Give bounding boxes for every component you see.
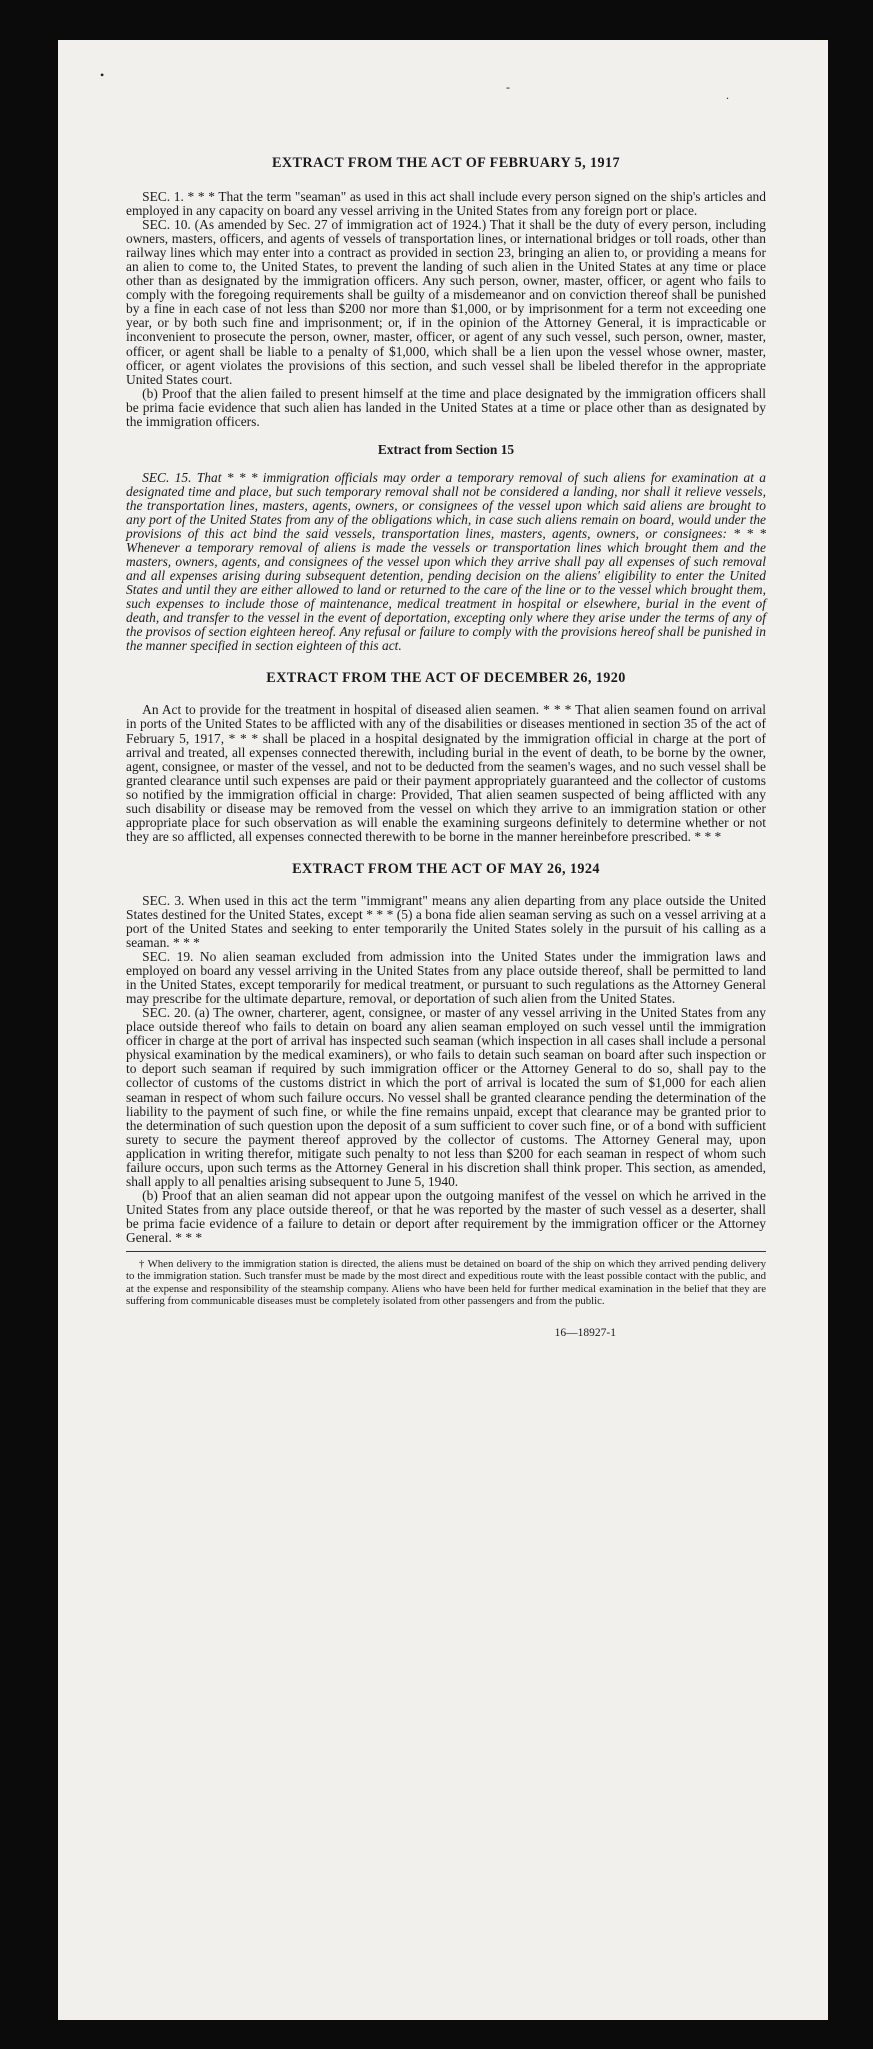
footnote: † When delivery to the immigration station is directed, the aliens must be detained on board of the ship on which they arrived pending delivery to the immigration station. Such transfer must be made by the most direct and expeditious route with the least possible contact with the public, and at the expense and responsibility of the steamship company. Aliens who have been held for further medical examination in the belief that they are suffering from communicable diseases must be completely isolated from other passengers and from the public. [126,1258,766,1307]
sec-3-paragraph: SEC. 3. When used in this act the term "immigrant" means any alien departing from any place outside the United States destined for the United States, except * * * (5) a bona fide alien seaman serving as such on a vessel arriving at a port of the United States and seeking to enter temporarily the United States solely in the pursuit of his calling as a seaman. * * * [126,892,766,951]
sec-20-b-paragraph: (b) Proof that an alien seaman did not appear upon the outgoing manifest of the vessel on which he arrived in the United States from any place outside thereof, or that he was reported by the master of such vessel as a deserter, shall be prima facie evidence of a failure to detain or deport after requirement by the immigration officer or the Attorney General. * * * [126,1187,766,1245]
scan-mark-right: . [726,88,729,102]
extract-1920-heading: EXTRACT FROM THE ACT OF DECEMBER 26, 1920 [266,670,626,687]
footnote-divider [126,1251,766,1252]
sec-10-b-paragraph: (b) Proof that the alien failed to present himself at the time and place designated by the immigration officers shall be prima facie evidence that such alien has landed in the United States at a time or place other than as designated by the immigration officers. [126,385,766,429]
section-15-heading: Extract from Section 15 [377,441,515,457]
scan-mark-mid: - [506,80,510,94]
act-1920-paragraph: An Act to provide for the treatment in hospital of diseased alien seamen. * * * That alien seamen found on arrival in ports of the United States to be afflicted with any of the disabilities or diseases mentioned in section 35 of the act of February 5, 1917, * * * shall be placed in a hospital designated by the immigration official in charge at the port of arrival and treated, all expenses connected therewith, including burial in the event of death, to be borne by the owner, agent, consignee, or master of the vessel, and not to be deducted from the seamen's wages, and no such vessel shall be granted clearance until such expenses are paid or their payment appropriately guaranteed and the collector of customs so notified by the immigration official in charge: Provided, That alien seamen suspected of being afflicted with any such disability or disease may be removed from the vessel on which they arrive to an immigration station or other appropriate place for such observation as will enable the examining surgeons definitely to determine whether or not they are so afflicted, all expenses connected therewith to be borne in the manner hereinbefore prescribed. * * * [126,702,766,844]
sec-20-a-paragraph: SEC. 20. (a) The owner, charterer, agent, consignee, or master of any vessel arriving in the United States from any place outside thereof who fails to detain on board any alien seaman employed on such vessel until the immigration officer in charge at the port of arrival has inspected such seaman (which inspection in all cases shall include a personal physical examination by the medical examiners), or who fails to detain such seaman on board after such inspection or to deport such seaman if required by such immigration officer or the Attorney General to do so, shall pay to the collector of customs of the customs district in which the port of arrival is located the sum of $1,000 for each alien seaman in respect of whom such failure occurs. No vessel shall be granted clearance pending the determination of the liability to the payment of such fine, or while the fine remains unpaid, except that clearance may be granted prior to the determination of such question upon the deposit of a sum sufficient to cover such fine, or of a bond with sufficient surety to secure the payment thereof approved by the collector of customs. The Attorney General may, upon application in writing therefor, mitigate such penalty to not less than $200 for each seaman in respect of whom such failure occurs, upon such terms as the Attorney General in his discretion shall think proper. This section, as amended, shall apply to all penalties arising subsequent to June 5, 1940. [126,1005,766,1189]
document-body [126,154,766,1339]
scan-mark-left: • [100,68,105,82]
extract-1924-heading: EXTRACT FROM THE ACT OF MAY 26, 1924 [292,860,600,877]
document-page [58,40,828,2020]
sec-15-paragraph: SEC. 15. That * * * immigration officials may order a temporary removal of such aliens for examination at a designated time and place, but such temporary removal shall not be considered a landing, nor shall it relieve vessels, the transportation lines, masters, agents, owners, or consignees of the vessel upon which said aliens are brought to any port of the United States from any of the obligations which, in case such aliens remain on board, would under the provisions of this act bind the said vessels, transportation lines, masters, agents, owners, or consignees: * * * Whenever a temporary removal of aliens is made the vessels or transportation lines which brought them and the masters, owners, agents, and consignees of the vessel upon which they arrive shall pay all expenses of such removal and all expenses arising during subsequent detention, pending decision on the aliens' eligibility to enter the United States and until they are either allowed to land or returned to the care of the line or to the vessel which brought them, such expenses to include those of maintenance, medical treatment in hospital or elsewhere, burial in the event of death, and transfer to the vessel in the event of deportation, excepting only where they arise under the terms of any of the provisos of section eighteen hereof. Any refusal or failure to comply with the provisions hereof shall be punished in the manner specified in section eighteen of this act. [126,469,766,654]
sec-19-paragraph: SEC. 19. No alien seaman excluded from admission into the United States under the immigration laws and employed on board any vessel arriving in the United States from any place outside thereof, shall be permitted to land in the United States, except temporarily for medical treatment, or pursuant to such regulations as the Attorney General may prescribe for the ultimate departure, removal, or deportation of such alien from the United States. [126,949,766,1007]
sec-10-paragraph: SEC. 10. (As amended by Sec. 27 of immigration act of 1924.) That it shall be the duty of every person, including owners, masters, officers, and agents of vessels of transportation lines, or international bridges or toll roads, other than railway lines which may enter into a contract as provided in section 23, bringing an alien to, or providing a means for an alien to come to, the United States, to prevent the landing of such alien in the United States at any time or place other than as designated by the immigration officers. Any such person, owner, master, officer, or agent who fails to comply with the foregoing requirements shall be guilty of a misdemeanor and on conviction thereof shall be punished by a fine in each case of not less than $200 nor more than $1,000, or by imprisonment for a term not exceeding one year, or by both such fine and imprisonment; or, if in the opinion of the Attorney General, it is impracticable or inconvenient to prosecute the person, owner, master, officer, or agent of any such vessel, such person, owner, master, officer, or agent shall be liable to a penalty of $1,000, which shall be a lien upon the vessel whose owner, master, officer, or agent violates the provisions of this section, and such vessel shall be libeled therefor in the appropriate United States court. [126,217,766,387]
document-number: 16—18927-1 [554,1327,616,1340]
sec-1-paragraph: SEC. 1. * * * That the term "seaman" as used in this act shall include every person signed on the ship's articles and employed in any capacity on board any vessel arriving in the United States from any foreign port or place. [126,189,766,219]
extract-1917-heading: EXTRACT FROM THE ACT OF FEBRUARY 5, 1917 [272,155,620,171]
